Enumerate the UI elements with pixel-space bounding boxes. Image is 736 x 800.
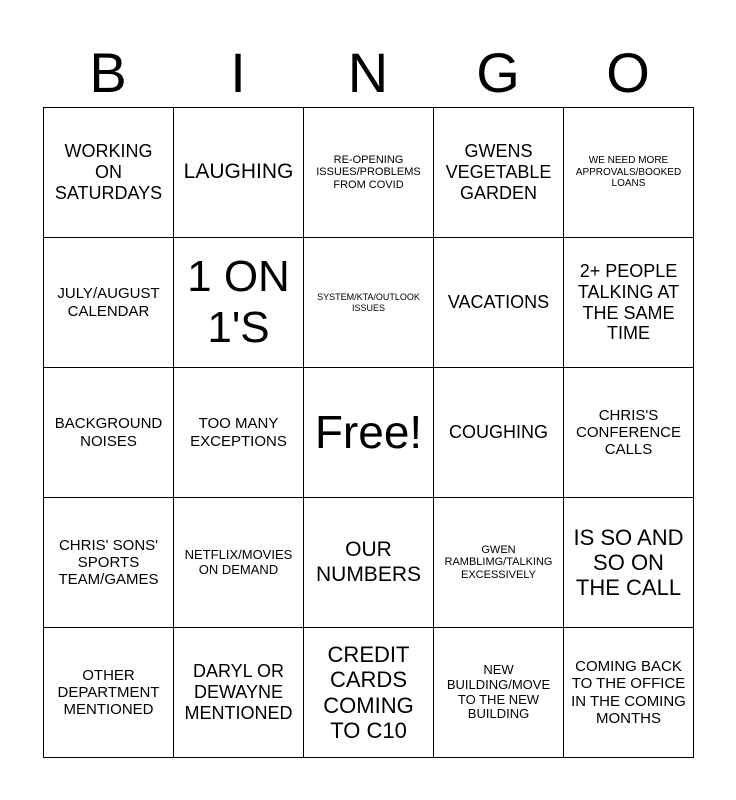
header-letter-o: O [606,41,650,104]
bingo-cell-r2c1[interactable] [44,238,174,368]
cell-text: RE-OPENING ISSUES/PROBLEMS FROM COVID [316,153,421,191]
bingo-cell-r4c2[interactable] [174,498,304,628]
bingo-cell-r3c1[interactable] [44,368,174,498]
cell-text: SYSTEM/KTA/OUTLOOK ISSUES [317,292,420,313]
bingo-card-grid [43,107,694,758]
cell-text: LAUGHING [183,160,294,184]
cell-text: CREDIT CARDS COMING TO C10 [323,641,414,743]
bingo-cell-r1c5[interactable] [564,108,694,238]
bingo-header [43,42,693,104]
cell-text: TOO MANY EXCEPTIONS [190,415,287,450]
cell-text: WE NEED MORE APPROVALS/BOOKED LOANS [575,155,682,190]
bingo-cell-r1c1[interactable] [44,108,174,238]
bingo-cell-r5c5[interactable] [564,628,694,758]
cell-text: BACKGROUND NOISES [54,415,163,450]
bingo-cell-r2c4[interactable] [434,238,564,368]
bingo-cell-r3c4[interactable] [434,368,564,498]
bingo-cell-r5c1[interactable] [44,628,174,758]
bingo-cell-r1c3[interactable] [304,108,434,238]
cell-text: OTHER DEPARTMENT MENTIONED [57,666,160,719]
bingo-cell-r2c5[interactable] [564,238,694,368]
cell-text: GWENS VEGETABLE GARDEN [445,141,552,203]
cell-text: COMING BACK TO THE OFFICE IN THE COMING MONTHS [571,658,686,727]
bingo-cell-r3c2[interactable] [174,368,304,498]
cell-text: JULY/AUGUST CALENDAR [57,285,160,320]
bingo-cell-r4c1[interactable] [44,498,174,628]
bingo-cell-r2c2[interactable] [174,238,304,368]
bingo-cell-r1c4[interactable] [434,108,564,238]
bingo-cell-free[interactable] [304,368,434,498]
cell-text: OUR NUMBERS [315,538,421,586]
cell-text: CHRIS' SONS' SPORTS TEAM/GAMES [58,536,159,589]
bingo-cell-r5c3[interactable] [304,628,434,758]
cell-text: DARYL OR DEWAYNE MENTIONED [184,661,293,723]
bingo-cell-r4c3[interactable] [304,498,434,628]
free-space-text: Free! [314,406,423,459]
cell-text: CHRIS'S CONFERENCE CALLS [575,406,681,459]
cell-text: GWEN RAMBLIMG/TALKING EXCESSIVELY [444,543,553,581]
cell-text: IS SO AND SO ON THE CALL [573,524,684,601]
cell-text: NETFLIX/MOVIES ON DEMAND [184,546,293,577]
header-letter-b: B [89,41,127,104]
bingo-cell-r5c4[interactable] [434,628,564,758]
bingo-cell-r1c2[interactable] [174,108,304,238]
header-letter-i: I [230,41,246,104]
bingo-cell-r5c2[interactable] [174,628,304,758]
cell-text: NEW BUILDING/MOVE TO THE NEW BUILDING [446,661,551,722]
bingo-cell-r4c5[interactable] [564,498,694,628]
bingo-cell-r3c5[interactable] [564,368,694,498]
cell-text: 1 ON 1'S [187,251,290,352]
header-letter-n: N [347,41,389,104]
cell-text: COUGHING [449,422,548,443]
cell-text: WORKING ON SATURDAYS [54,141,163,203]
cell-text: 2+ PEOPLE TALKING AT THE SAME TIME [577,261,680,344]
bingo-cell-r2c3[interactable] [304,238,434,368]
cell-text: VACATIONS [447,292,550,313]
header-letter-g: G [476,41,520,104]
bingo-cell-r4c4[interactable] [434,498,564,628]
